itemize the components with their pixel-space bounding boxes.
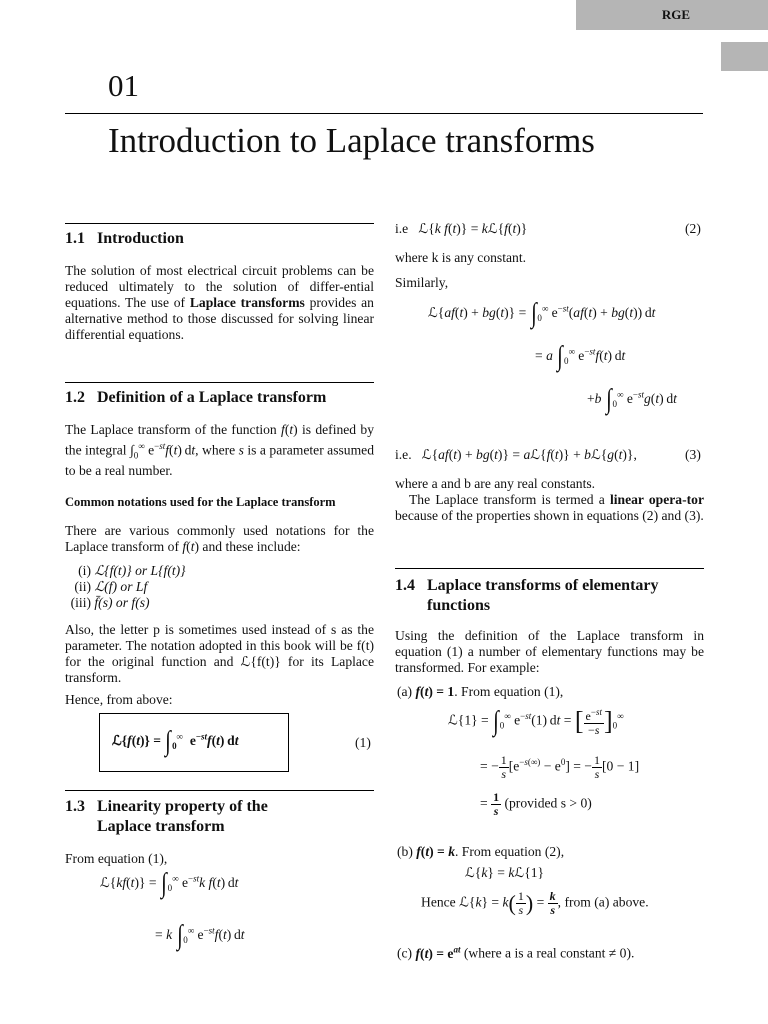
example-b-line1: ℒ{k} = kℒ{1} xyxy=(465,865,545,880)
ie-text: i.e. xyxy=(395,447,412,462)
list-item-number: (i) xyxy=(78,563,91,578)
definition-paragraph: The Laplace transform of the function f(t) is defined by the integral $\int_0^\infty$ $e^{-st}f(t)$ dt, where s is a parameter assumed to be a real number. xyxy=(65,422,374,479)
section-number: 1.4 xyxy=(395,577,415,594)
example-c: (c) $f(t) = e^{at}$ (where a is a real constant ≠ 0). xyxy=(397,944,635,961)
linear-text-a: The Laplace transform is termed a xyxy=(409,492,610,507)
provided-note: (provided s > 0) xyxy=(504,795,592,811)
intro-bold-term: Laplace transforms xyxy=(189,295,305,310)
section-title: Definition of a Laplace transform xyxy=(97,389,327,406)
notations-heading: Common notations used for the Laplace transform xyxy=(65,495,336,509)
sum-equation-line2: = a $\int_0^\infty$ $e^{-st}f(t)$ dt xyxy=(535,341,626,372)
ie-text: i.e xyxy=(395,221,409,236)
chapter-rule xyxy=(65,113,703,114)
linearity-equation-line1: ℒ{kf(t)} = $\int_0^\infty$ $e^{-st}k$ f(t) dt xyxy=(100,868,239,899)
equation-label-1: (1) xyxy=(355,735,371,750)
list-item xyxy=(65,563,186,579)
linear-text-b: because of the properties shown in equations (2) and (3). xyxy=(395,508,704,523)
chapter-title: Introduction to Laplace transforms xyxy=(108,121,595,160)
section-heading-1-2 xyxy=(65,389,326,407)
list-item-number: (iii) xyxy=(70,595,91,610)
linearity-equation-line2: = k $\int_0^\infty$ $e^{-st}f(t)$ dt xyxy=(155,920,245,951)
intro-text-b: provides an alternative method to those discussed for solving linear differential equations. xyxy=(65,295,374,342)
example-a-line1: ℒ{1} = $\int_0^\infty$ $e^{-st}(1)$ dt = [ $\frac{e^{-st}}{-s}$ ]$_0^\infty$ xyxy=(448,705,624,737)
example-a: (a) f(t) = 1. From equation (1), xyxy=(397,684,564,699)
where-k-text: where k is any constant. xyxy=(395,250,526,265)
notations-intro-text: There are various commonly used notations for the Laplace transform of xyxy=(65,523,374,554)
linear-operator-paragraph xyxy=(395,492,704,524)
section-title: Introduction xyxy=(97,230,184,247)
section-rule-1-2 xyxy=(65,382,374,383)
equation-3: i.e. ℒ{af(t) + bg(t)} = aℒ{f(t)} + bℒ{g(t)}, xyxy=(395,447,637,462)
notation-list xyxy=(65,563,186,611)
list-item-text: ℒ(f) or Lf xyxy=(94,579,148,594)
equation-label-3: (3) xyxy=(685,447,701,462)
definition-equation: ℒ{f(t)} = $\int_0^\infty$ $e^{-st}f(t)$ dt xyxy=(112,726,239,757)
def-text-a: The Laplace transform of the function xyxy=(65,422,282,437)
section-title: Laplace transforms of elementary functions xyxy=(427,577,659,614)
chapter-number: 01 xyxy=(108,68,139,103)
list-item-number: (ii) xyxy=(74,579,91,594)
where-ab-text: where a and b are any real constants. xyxy=(395,476,596,491)
intro-paragraph xyxy=(65,263,374,343)
section-rule-1-1 xyxy=(65,223,374,224)
side-thumb-tab xyxy=(721,42,768,71)
notations-intro: There are various commonly used notations for the Laplace transform of f(t) and these include: xyxy=(65,523,374,554)
sum-equation-line1: ℒ{af(t) + $bg(t)\} = \int_0^\infty$ $e^{-st}(af(t) + bg(t))$ dt xyxy=(428,298,656,329)
example-b-line2: Hence ℒ{k} = k( $\frac{1}{s}$ ) = $\frac{k}{s}$ , from (a) above. xyxy=(421,889,649,917)
running-header-label: RGE xyxy=(661,7,690,22)
example-label: (b) xyxy=(397,844,413,859)
example-b: (b) f(t) = k. From equation (2), xyxy=(397,844,565,859)
list-item-text: ℒ{f(t)} or L{f(t)} xyxy=(94,563,186,578)
def-text-b: is defined by the integral xyxy=(65,422,374,458)
section-heading-1-4 xyxy=(395,576,697,616)
example-text: . From equation (2), xyxy=(454,844,565,859)
def-text-c: , where xyxy=(195,442,239,458)
linear-bold-term: linear opera-tor xyxy=(609,492,704,507)
from-above-text: , from (a) above. xyxy=(557,894,649,910)
section-number: 1.1 xyxy=(65,230,85,247)
similarly-text: Similarly, xyxy=(395,275,449,290)
def-text-d: is a parameter assumed to be a real number. xyxy=(65,442,374,479)
elementary-intro-paragraph: Using the definition of the Laplace transform in equation (1) a number of elementary functions may be transformed. For example: xyxy=(395,628,704,675)
hence-word: Hence xyxy=(421,894,456,910)
hence-text: Hence, from above: xyxy=(65,692,173,707)
equation-2: i.e ℒ{k f(t)} = kℒ{f(t)} xyxy=(395,221,528,236)
section-rule-1-3 xyxy=(65,790,374,791)
sum-equation-line3: +b $\int_0^\infty$ $e^{-st}g(t)$ dt xyxy=(587,384,677,415)
intro-text-a: The solution of most electrical circuit problems can be reduced ultimately to the solution of differ-ential equations. The use of xyxy=(65,263,374,310)
equation-label-2: (2) xyxy=(685,221,701,236)
section-rule-1-4 xyxy=(395,568,704,569)
notation-note-paragraph: Also, the letter p is sometimes used instead of s as the parameter. The notation adopted in this book will be f(t) for the original function and ℒ{f(t)} for its Laplace transform. xyxy=(65,622,374,685)
section-number: 1.3 xyxy=(65,798,85,815)
section-number: 1.2 xyxy=(65,389,85,406)
list-item xyxy=(65,595,186,611)
running-header-tab xyxy=(576,0,768,30)
section-title: Linearity property of the Laplace transform xyxy=(97,798,268,835)
example-a-line2: = − $\frac{1}{s}$ $[e^{-s(\infty)} - e^0]$ = − $\frac{1}{s}$ [0 − 1] xyxy=(480,753,640,781)
example-a-line3: = $\frac{1}{s}$ (provided s > 0) xyxy=(480,790,592,818)
section-heading-1-3 xyxy=(65,797,307,837)
example-text: . From equation (1), xyxy=(454,684,564,699)
from-equation-text: From equation (1), xyxy=(65,851,168,866)
list-item-text: f̄(s) or f(s) xyxy=(94,595,150,610)
list-item xyxy=(65,579,186,595)
example-label: (c) xyxy=(397,945,413,961)
example-label: (a) xyxy=(397,684,413,699)
section-heading-1-1 xyxy=(65,230,184,248)
example-text: (where a is a real constant ≠ 0). xyxy=(463,945,635,961)
notations-intro-end: and these include: xyxy=(199,539,301,554)
